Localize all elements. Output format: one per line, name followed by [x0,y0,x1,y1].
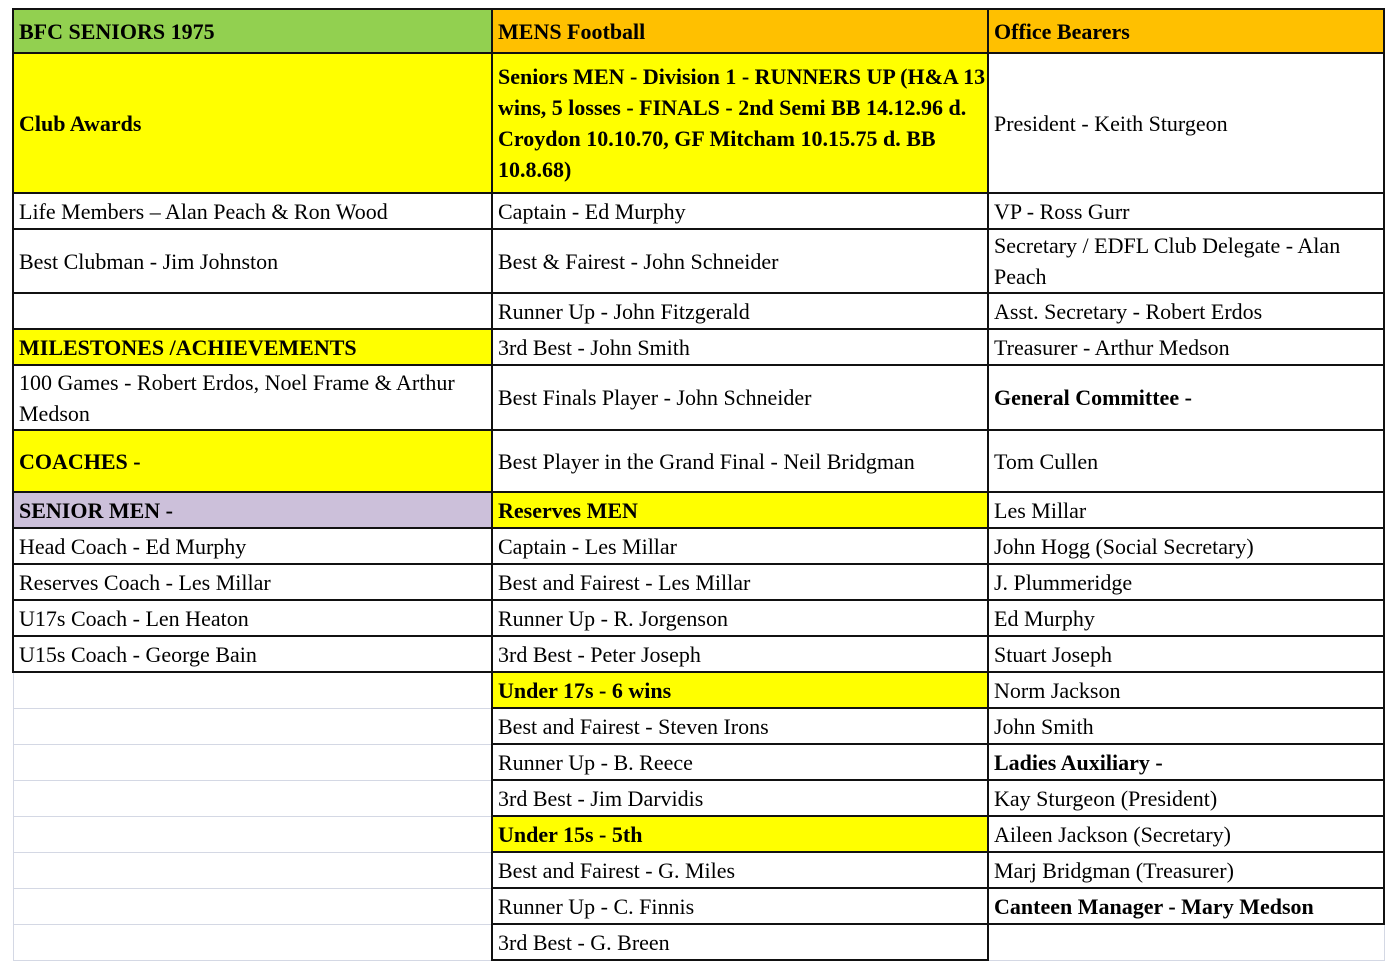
table-row [13,924,1384,960]
cell[interactable]: Ed Murphy [988,600,1384,636]
cell[interactable]: Captain - Ed Murphy [492,193,988,229]
cell[interactable]: Captain - Les Millar [492,528,988,564]
empty-cell[interactable] [13,708,492,744]
cell[interactable]: Head Coach - Ed Murphy [13,528,492,564]
cell[interactable]: 3rd Best - Jim Darvidis [492,780,988,816]
empty-cell[interactable] [13,924,492,960]
table-row [13,53,1384,193]
table-row [13,672,1384,708]
table-row [13,744,1384,780]
cell-ladies-auxiliary[interactable]: Ladies Auxiliary - [988,744,1384,780]
cell-general-committee[interactable]: General Committee - [988,365,1384,430]
cell[interactable]: U17s Coach - Len Heaton [13,600,492,636]
table-row [13,430,1384,492]
header-office-bearers[interactable]: Office Bearers [988,9,1384,53]
empty-cell[interactable] [13,672,492,708]
cell-under15s-heading[interactable]: Under 15s - 5th [492,816,988,852]
cell[interactable]: Best and Fairest - Steven Irons [492,708,988,744]
cell[interactable]: Best Player in the Grand Final - Neil Bridgman [492,430,988,492]
cell[interactable]: Treasurer - Arthur Medson [988,329,1384,365]
sheet-title[interactable]: BFC SENIORS 1975 [13,9,492,53]
table-row [13,564,1384,600]
cell[interactable]: Tom Cullen [988,430,1384,492]
table-row [13,852,1384,888]
empty-cell[interactable] [13,888,492,924]
cell[interactable]: John Smith [988,708,1384,744]
cell[interactable]: Best Clubman - Jim Johnston [13,229,492,293]
cell[interactable]: John Hogg (Social Secretary) [988,528,1384,564]
table-row [13,492,1384,528]
cell[interactable]: Life Members – Alan Peach & Ron Wood [13,193,492,229]
empty-cell[interactable] [988,924,1384,960]
cell[interactable]: Marj Bridgman (Treasurer) [988,852,1384,888]
cell[interactable]: J. Plummeridge [988,564,1384,600]
cell-under17s-heading[interactable]: Under 17s - 6 wins [492,672,988,708]
cell[interactable]: Best and Fairest - G. Miles [492,852,988,888]
cell[interactable]: Secretary / EDFL Club Delegate - Alan Peach [988,229,1384,293]
cell[interactable]: 3rd Best - G. Breen [492,924,988,960]
cell-coaches-heading[interactable]: COACHES - [13,430,492,492]
cell-club-awards[interactable]: Club Awards [13,53,492,193]
cell[interactable]: Aileen Jackson (Secretary) [988,816,1384,852]
cell-milestones-heading[interactable]: MILESTONES /ACHIEVEMENTS [13,329,492,365]
cell[interactable]: Runner Up - R. Jorgenson [492,600,988,636]
empty-cell[interactable] [13,816,492,852]
cell[interactable] [13,293,492,329]
cell[interactable]: Stuart Joseph [988,636,1384,672]
cell[interactable]: 100 Games - Robert Erdos, Noel Frame & Arthur Medson [13,365,492,430]
cell[interactable]: Runner Up - B. Reece [492,744,988,780]
cell-senior-men-heading[interactable]: SENIOR MEN - [13,492,492,528]
cell[interactable]: Runner Up - C. Finnis [492,888,988,924]
cell[interactable]: Asst. Secretary - Robert Erdos [988,293,1384,329]
cell[interactable]: Norm Jackson [988,672,1384,708]
cell[interactable]: VP - Ross Gurr [988,193,1384,229]
empty-cell[interactable] [13,852,492,888]
cell-reserves-heading[interactable]: Reserves MEN [492,492,988,528]
cell[interactable]: Best and Fairest - Les Millar [492,564,988,600]
table-row [13,329,1384,365]
cell[interactable]: 3rd Best - John Smith [492,329,988,365]
cell-president[interactable]: President - Keith Sturgeon [988,53,1384,193]
cell-canteen-manager[interactable]: Canteen Manager - Mary Medson [988,888,1384,924]
table-row [13,9,1384,53]
cell[interactable]: Runner Up - John Fitzgerald [492,293,988,329]
table-row [13,816,1384,852]
table-row [13,600,1384,636]
table-row [13,229,1384,293]
header-mens-football[interactable]: MENS Football [492,9,988,53]
cell[interactable]: U15s Coach - George Bain [13,636,492,672]
table-row [13,193,1384,229]
table-row [13,636,1384,672]
cell-seniors-result[interactable]: Seniors MEN - Division 1 - RUNNERS UP (H&A 13 wins, 5 losses - FINALS - 2nd Semi BB 14.12.96 d. Croydon 10.10.70, GF Mitcham 10.15.75 d. BB 10.8.68) [492,53,988,193]
table-row [13,365,1384,430]
cell[interactable]: Best & Fairest - John Schneider [492,229,988,293]
table-row [13,888,1384,924]
awards-sheet [12,8,1385,961]
table-row [13,293,1384,329]
cell[interactable]: Kay Sturgeon (President) [988,780,1384,816]
cell[interactable]: Les Millar [988,492,1384,528]
table-row [13,708,1384,744]
empty-cell[interactable] [13,780,492,816]
cell[interactable]: 3rd Best - Peter Joseph [492,636,988,672]
table-row [13,528,1384,564]
empty-cell[interactable] [13,744,492,780]
cell[interactable]: Best Finals Player - John Schneider [492,365,988,430]
table-row [13,780,1384,816]
cell[interactable]: Reserves Coach - Les Millar [13,564,492,600]
